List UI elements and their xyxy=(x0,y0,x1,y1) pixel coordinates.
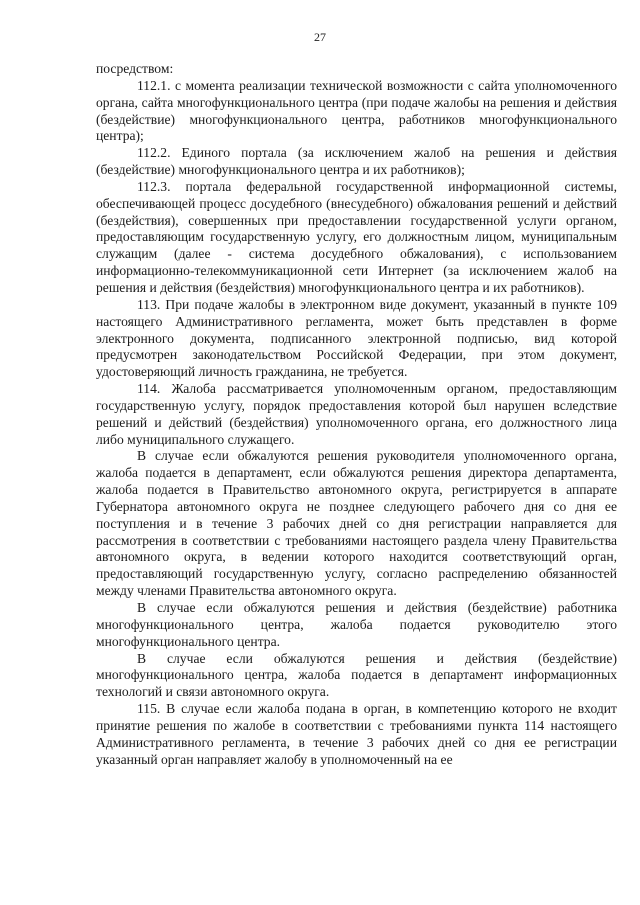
paragraph-114: 114. Жалоба рассматривается уполномоченным органом, предоставляющим государственную услугу, порядок предоставления которой был нарушен вследствие решений и действий (бездействия) уполномоченного органа, его должностного лица либо муниципального служащего. xyxy=(96,381,617,447)
body-text xyxy=(96,61,617,768)
paragraph-114-mfc-worker-case: В случае если обжалуются решения и действия (бездействие) работника многофункционального центра, жалоба подается руководителю этого многофункционального центра. xyxy=(96,600,617,649)
paragraph-114-mfc-case: В случае если обжалуются решения и действия (бездействие) многофункционального центра, жалоба подается в департамент информационных технологий и связи автономного округа. xyxy=(96,650,617,700)
paragraph-112-3: 112.3. портала федеральной государственной информационной системы, обеспечивающей процесс досудебного (внесудебного) обжалования решений и действий (бездействия), совершенных при предоставлении государственной услуги органом, предоставляющим государственную услугу, его должностным лицом, муниципальным служащим (далее - система досудебного обжалования), с использованием информационно-телекоммуникационной сети Интернет (за исключением жалоб на решения и действия (бездействия) многофункционального центра и их работников). xyxy=(96,178,617,295)
paragraph-113: 113. При подаче жалобы в электронном виде документ, указанный в пункте 109 настоящего Административного регламента, может быть представлен в форме электронного документа, подписанного электронной подписью, вид которой предусмотрен законодательством Российской Федерации, при этом документ, удостоверяющий личность гражданина, не требуется. xyxy=(96,296,617,380)
paragraph-114-director-case: В случае если обжалуются решения руководителя уполномоченного органа, жалоба подается в департамент, если обжалуются решения директора департамента, жалоба подается в Правительство автономного округа, регистрируется в аппарате Губернатора автономного округа не позднее следующего рабочего дня со дня ее поступления и в течение 3 рабочих дней со дня регистрации направляется для рассмотрения в соответствии с требованиями настоящего раздела члену Правительства автономного округа, в ведении которого находится соответствующий орган, предоставляющий государственную услугу, согласно распределению обязанностей между членами Правительства автономного округа. xyxy=(96,448,617,599)
paragraph-112-2: 112.2. Единого портала (за исключением жалоб на решения и действия (бездействие) многофункционального центра и их работников); xyxy=(96,145,617,178)
paragraph-115: 115. В случае если жалоба подана в орган, в компетенцию которого не входит принятие решения по жалобе в соответствии с требованиями пункта 114 настоящего Административного регламента, в течение 3 рабочих дней со дня ее регистрации указанный орган направляет жалобу в уполномоченный на ее xyxy=(96,701,617,767)
paragraph-112-1: 112.1. с момента реализации технической возможности с сайта уполномоченного органа, сайта многофункционального центра (при подаче жалобы на решения и действия (бездействие) многофункционального центра, работников многофункционального центра); xyxy=(96,77,617,144)
page-number: 27 xyxy=(314,30,326,44)
paragraph-continuation: посредством: xyxy=(96,61,174,76)
